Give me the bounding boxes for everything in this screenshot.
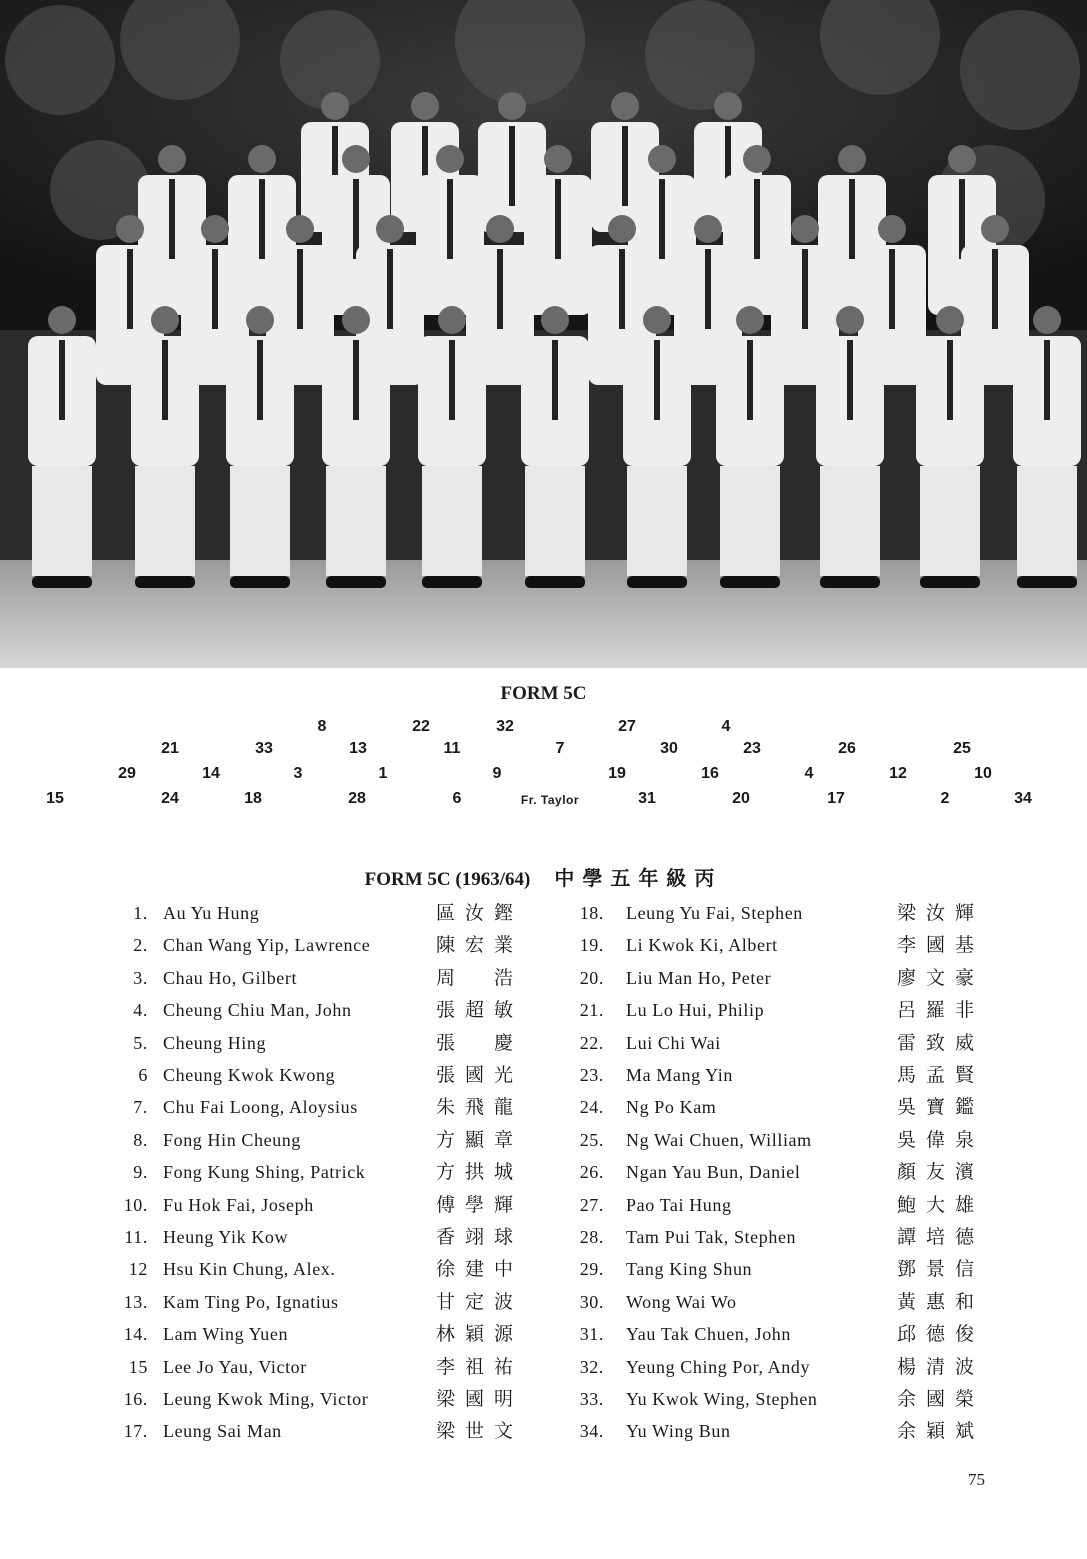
position-number: 7 — [555, 740, 565, 757]
student-name-chinese: 梁世文 — [436, 1420, 524, 1443]
student-name-english: Chau Ho, Gilbert — [163, 967, 298, 988]
student-name-chinese: 張 慶 — [436, 1031, 524, 1054]
student-name-english: Yau Tak Chuen, John — [626, 1324, 791, 1345]
student-name-chinese: 吳寶鑑 — [897, 1096, 985, 1119]
student-number: 17. — [123, 1421, 148, 1442]
position-number: 1 — [378, 765, 388, 782]
student-number: 23. — [579, 1065, 604, 1085]
student-number: 5. — [133, 1032, 148, 1053]
student-name-english: Hsu Kin Chung, Alex. — [163, 1259, 336, 1280]
student-name-english: Tang King Shun — [626, 1259, 753, 1280]
position-number: 3 — [293, 765, 303, 782]
student-number: 25. — [579, 1129, 604, 1150]
student-number: 13. — [123, 1291, 148, 1312]
position-number: 24 — [161, 790, 179, 807]
student-name-english: Lee Jo Yau, Victor — [163, 1356, 307, 1377]
student-number: 18. — [579, 903, 604, 923]
position-number: 10 — [974, 765, 992, 782]
student-name-chinese: 李國基 — [897, 934, 985, 957]
position-number: 16 — [701, 765, 719, 782]
position-number: 32 — [496, 718, 514, 735]
student-number: 29. — [579, 1259, 604, 1280]
student-number: 8. — [133, 1129, 148, 1150]
student-name-english: Au Yu Hung — [163, 903, 260, 923]
student-name-chinese: 雷致威 — [897, 1031, 985, 1054]
student-number: 1. — [133, 903, 148, 923]
student-number: 10. — [123, 1194, 148, 1215]
student-name-chinese: 譚培德 — [897, 1226, 985, 1248]
student-name-english: Leung Sai Man — [163, 1421, 282, 1442]
student-name-english: Cheung Chiu Man, John — [163, 1000, 352, 1021]
student-number: 9. — [133, 1162, 148, 1183]
student-name-chinese: 鄧景信 — [897, 1258, 985, 1281]
position-number: 31 — [638, 790, 656, 807]
student-number: 11. — [124, 1227, 148, 1247]
student-name-english: Lu Lo Hui, Philip — [626, 1000, 765, 1021]
position-number: 2 — [940, 790, 950, 807]
student-name-english: Tam Pui Tak, Stephen — [626, 1227, 797, 1247]
student-name-english: Cheung Kwok Kwong — [163, 1065, 336, 1085]
page-number: 75 — [968, 1470, 985, 1489]
student-number: 7. — [133, 1097, 148, 1118]
student-name-english: Leung Yu Fai, Stephen — [626, 903, 803, 923]
student-name-english: Ng Po Kam — [626, 1097, 717, 1118]
student-name-chinese: 方拱城 — [436, 1161, 524, 1184]
student-number: 12 — [128, 1259, 148, 1280]
student-name-chinese: 鮑大雄 — [897, 1193, 985, 1216]
student-name-english: Ma Mang Yin — [626, 1065, 733, 1085]
student-name-chinese: 呂羅非 — [897, 999, 985, 1022]
position-number: 9 — [492, 765, 502, 782]
student-name-english: Pao Tai Hung — [626, 1194, 732, 1215]
student-number: 34. — [579, 1421, 604, 1442]
position-number: 8 — [317, 718, 327, 735]
position-number: 28 — [348, 790, 366, 807]
student-name-english: Cheung Hing — [163, 1032, 267, 1053]
position-number: 21 — [161, 740, 179, 757]
student-name-chinese: 方顯章 — [436, 1128, 524, 1151]
position-number: 23 — [743, 740, 761, 757]
student-name-chinese: 吳偉泉 — [897, 1128, 985, 1151]
student-number: 28. — [579, 1227, 604, 1247]
student-name-chinese: 顏友濱 — [897, 1161, 985, 1184]
student-name-chinese: 邱德俊 — [897, 1323, 985, 1346]
student-name-english: Leung Kwok Ming, Victor — [163, 1389, 369, 1409]
student-name-chinese: 徐建中 — [436, 1258, 524, 1281]
student-number: 31. — [579, 1324, 604, 1345]
position-number: 6 — [452, 790, 462, 807]
student-name-chinese: 陳宏業 — [436, 934, 524, 957]
student-name-english: Yu Kwok Wing, Stephen — [626, 1389, 818, 1409]
student-name-chinese: 余國榮 — [897, 1388, 985, 1410]
position-number: 15 — [46, 790, 64, 807]
student-number: 2. — [133, 935, 148, 956]
student-name-english: Lam Wing Yuen — [163, 1324, 289, 1345]
position-number: 20 — [732, 790, 750, 807]
student-number: 19. — [579, 935, 604, 956]
student-number: 27. — [579, 1194, 604, 1215]
student-name-chinese: 周 浩 — [436, 966, 524, 989]
roster-title-chinese: 中學五年級丙 — [554, 866, 723, 890]
student-name-english: Lui Chi Wai — [626, 1032, 721, 1053]
student-number: 20. — [579, 967, 604, 988]
student-name-chinese: 甘定波 — [436, 1290, 524, 1313]
student-name-english: Fu Hok Fai, Joseph — [163, 1194, 314, 1215]
student-name-english: Li Kwok Ki, Albert — [626, 935, 778, 956]
student-name-chinese: 朱飛龍 — [436, 1096, 524, 1119]
position-number: 4 — [721, 718, 731, 735]
student-name-chinese: 梁國明 — [436, 1388, 524, 1410]
student-number: 26. — [579, 1162, 604, 1183]
student-number: 30. — [579, 1291, 604, 1312]
student-name-chinese: 余穎斌 — [897, 1420, 985, 1443]
student-name-chinese: 李祖祐 — [436, 1355, 524, 1378]
student-number: 15 — [128, 1356, 148, 1377]
position-number: 33 — [255, 740, 273, 757]
student-name-chinese: 馬孟賢 — [897, 1064, 985, 1086]
roster-title — [0, 862, 1087, 891]
position-number: Fr. Taylor — [520, 793, 580, 807]
position-number: 18 — [244, 790, 262, 807]
roster-title-english: FORM 5C (1963/64) — [364, 869, 531, 890]
student-name-chinese: 區汝鏗 — [436, 902, 524, 924]
student-name-chinese: 香翊球 — [436, 1226, 524, 1248]
student-number: 16. — [123, 1389, 148, 1409]
student-number: 3. — [133, 967, 148, 988]
student-name-english: Ng Wai Chuen, William — [626, 1129, 812, 1150]
class-group-photo — [0, 0, 1087, 668]
student-name-chinese: 傅學輝 — [436, 1193, 524, 1216]
student-number: 22. — [579, 1032, 604, 1053]
student-number: 33. — [579, 1389, 604, 1409]
student-number: 4. — [133, 1000, 148, 1021]
position-number: 30 — [660, 740, 678, 757]
photo-caption: FORM 5C — [500, 683, 587, 704]
position-number: 26 — [838, 740, 856, 757]
student-name-english: Fong Hin Cheung — [163, 1129, 302, 1150]
student-name-english: Yeung Ching Por, Andy — [626, 1356, 811, 1377]
student-number: 24. — [579, 1097, 604, 1118]
student-name-english: Chan Wang Yip, Lawrence — [163, 935, 371, 956]
position-number: 17 — [827, 790, 845, 807]
student-name-english: Chu Fai Loong, Aloysius — [163, 1097, 358, 1118]
student-name-english: Wong Wai Wo — [626, 1291, 737, 1312]
student-name-chinese: 黃惠和 — [897, 1290, 985, 1313]
position-number: 12 — [889, 765, 907, 782]
student-number: 6 — [138, 1065, 148, 1085]
position-number: 11 — [443, 740, 461, 757]
student-number: 14. — [123, 1324, 148, 1345]
student-name-english: Yu Wing Bun — [626, 1421, 731, 1442]
position-number: 22 — [412, 718, 430, 735]
student-number: 32. — [579, 1356, 604, 1377]
position-number: 25 — [953, 740, 971, 757]
student-name-english: Fong Kung Shing, Patrick — [163, 1162, 366, 1183]
position-number: 14 — [202, 765, 220, 782]
student-name-chinese: 張超敏 — [436, 999, 524, 1022]
student-name-english: Heung Yik Kow — [163, 1227, 289, 1247]
position-number: 4 — [804, 765, 814, 782]
position-number: 29 — [118, 765, 136, 782]
student-name-english: Kam Ting Po, Ignatius — [163, 1291, 339, 1312]
student-name-chinese: 林穎源 — [436, 1323, 524, 1346]
student-number: 21. — [579, 1000, 604, 1021]
student-name-english: Liu Man Ho, Peter — [626, 967, 772, 988]
position-number: 19 — [608, 765, 626, 782]
position-number: 34 — [1014, 790, 1032, 807]
student-name-chinese: 梁汝輝 — [897, 902, 985, 924]
student-name-chinese: 張國光 — [436, 1064, 524, 1086]
student-name-chinese: 廖文豪 — [897, 966, 985, 989]
student-name-english: Ngan Yau Bun, Daniel — [626, 1162, 801, 1183]
student-name-chinese: 楊清波 — [897, 1355, 985, 1378]
position-number: 13 — [349, 740, 367, 757]
position-number: 27 — [618, 718, 636, 735]
